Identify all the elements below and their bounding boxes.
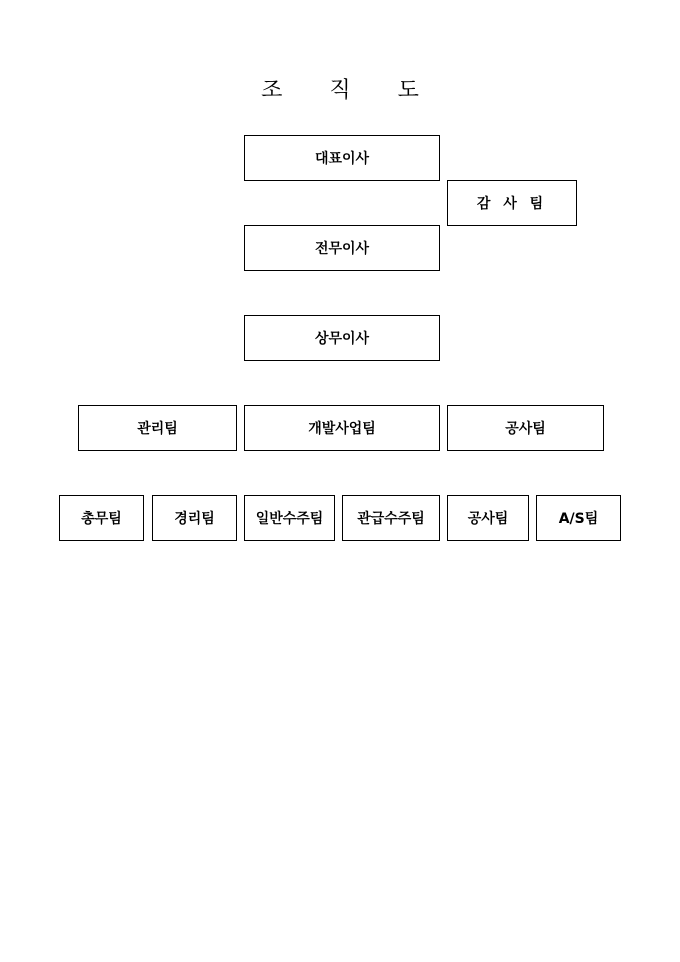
node-general-order-team: 일반수주팀: [244, 495, 335, 541]
node-construction-team: 공사팀: [447, 405, 604, 451]
node-business-dev-team: 개발사업팀: [244, 405, 440, 451]
node-senior-director: 전무이사: [244, 225, 440, 271]
node-public-order-team: 관급수주팀: [342, 495, 440, 541]
node-managing-director: 상무이사: [244, 315, 440, 361]
node-construction-team-sub: 공사팀: [447, 495, 529, 541]
node-ceo: 대표이사: [244, 135, 440, 181]
node-management-team: 관리팀: [78, 405, 237, 451]
node-audit-team: 감 사 팀: [447, 180, 577, 226]
chart-title: 조 직 도: [261, 78, 419, 103]
node-accounting-team: 경리팀: [152, 495, 237, 541]
node-general-affairs-team: 총무팀: [59, 495, 144, 541]
node-as-team: A/S팀: [536, 495, 621, 541]
